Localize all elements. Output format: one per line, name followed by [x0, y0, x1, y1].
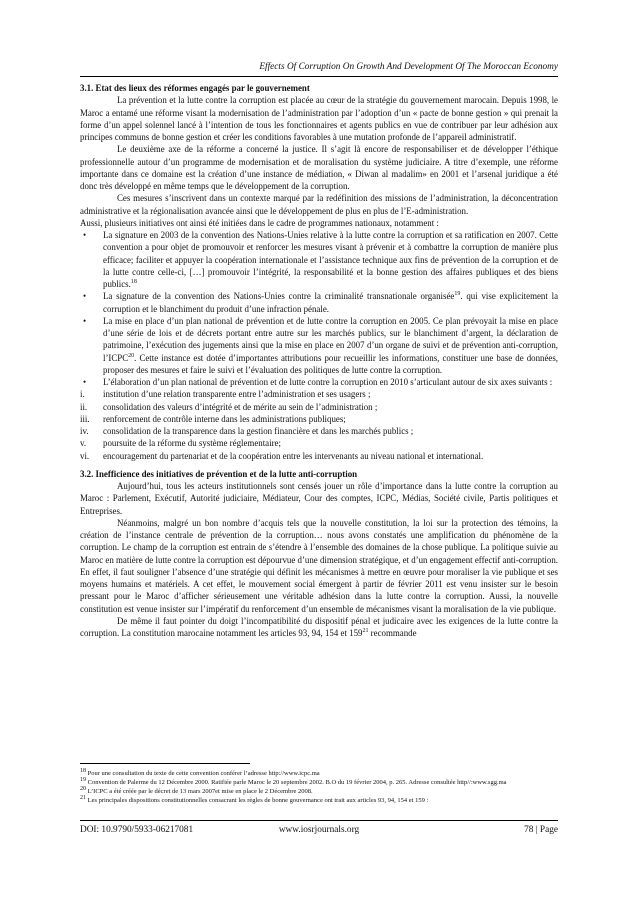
axis-number: iv. — [80, 426, 89, 436]
axis-item: i. institution d’une relation transparente entre l’administration et ses usagers ; — [80, 389, 371, 400]
axis-number: i. — [80, 389, 85, 400]
footnote: $^{20}$ L’ICPC a été créée par le décret de 13 mars 2007et mise en place le 2 Décembre 2008. — [80, 786, 313, 796]
axis-item: iv. consolidation de la transparence dans la gestion financière et dans les marchés publics ; — [80, 426, 414, 436]
list-item: • La mise en place d’un plan national de prévention et de lutte contre la corruption en 2005. Ce plan prévoyait la mise en place d’une série de lois et de décrets portant entre autre sur les marchés publics, sur le blanchiment d’argent, la déclaration de patrimoine, l’exécution des jugements ainsi que la mise en place en 2007 d’un organe de suivi et de prévention anti-corruption, l’ICPC$^{20}$. Cette instance est dotée d’importantes attributions pour recueillir les informations, constituer une base de données, proposer des mesures et faire le suivi et l’évaluation des politiques de lutte contre la corruption. — [83, 315, 558, 375]
bullet-icon: • — [83, 230, 87, 240]
axis-item: v. poursuite de la réforme du système réglementaire; — [80, 438, 281, 449]
paragraph: Le deuxième axe de la réforme a concerné la justice. Il s’agit là encore de responsabiliser et de développer l’éthique professionnelle autour d’un programme de modernisation et de moralisation du système judiciaire. A titre d’exemple, une réforme importante dans ce domaine est la création d’une instance de médiation, « Diwan al madalim» en 2001 et l’arsenal juridique a été donc très développé en même temps que le développement de la corruption. — [80, 144, 558, 191]
paragraph: De même il faut pointer du doigt l’incompatibilité du dispositif pénal et judicaire avec les exigences de la lutte contre la corruption. La constitution marocaine notamment les articles 93, 94, 154 et $159^{21}$ recommande — [80, 615, 558, 638]
bullet-icon: • — [83, 315, 87, 326]
journal-site-link[interactable]: www.iosrjournals.org — [278, 825, 360, 835]
axis-item: iii. renforcement de contrôle interne dans les administrations publiques; — [80, 413, 346, 424]
footnote: $^{18}$ Pour une consultation du texte de cette convention conférer l’adresse http://www.icpc.ma — [80, 767, 320, 777]
axis-number: vi. — [80, 450, 90, 461]
section-heading-3-2: 3.2. Inefficience des initiatives de prévention et de la lutte anti-corruption — [80, 468, 358, 479]
list-item: • L’élaboration d’un plan national de prévention et de lutte contre la corruption en 2010 s’articulant autour de six axes suivants : — [83, 377, 553, 387]
axis-item: vi. encouragement du partenariat et de la coopération entre les intervenants au niveau national et international. — [80, 450, 484, 461]
initiatives-list — [80, 229, 558, 388]
axis-item: ii. consolidation des valeurs d’intégrité et de mérite au sein de l’administration ; — [80, 401, 378, 412]
bullet-icon: • — [83, 291, 87, 302]
list-item: • La signature de la convention des Nations-Unies contre la criminalité transnationale organisée$^{19}$. qui vise explicitement la corruption et le blanchiment du produit d’une infraction pénale. — [83, 291, 559, 314]
paragraph: Ces mesures s’inscrivent dans un contexte marqué par la redéfinition des missions de l’administration, la déconcentration administrative et la régionalisation avancée ainsi que le développement de plus en plus de l’E-administration. — [80, 193, 558, 216]
axis-number: v. — [80, 438, 87, 449]
paragraph: Aussi, plusieurs initiatives ont ainsi été initiées dans le cadre de programmes nationaux, notamment : — [80, 217, 439, 228]
axis-number: ii. — [80, 401, 88, 412]
body-text — [80, 82, 558, 639]
doi-text: DOI: 10.9790/5933-06217081 — [80, 825, 194, 835]
footer-rule — [80, 820, 558, 821]
footnote-rule — [80, 763, 250, 764]
footnotes — [80, 769, 558, 805]
axis-number: iii. — [80, 413, 90, 424]
footnote: $^{21}$ Les principales dispositions constitutionnelles consacrant les règles de bonne gouvernance ont trait aux articles 93, 94, 154 et 159 : — [80, 795, 429, 805]
bullet-icon: • — [83, 377, 87, 387]
running-title: Effects Of Corruption On Growth And Development Of The Moroccan Economy — [259, 62, 558, 72]
paragraph: Néanmoins, malgré un bon nombre d’acquis tels que la nouvelle constitution, la loi sur la protection des témoins, la création de l’instance centrale de prévention de la corruption… nous avons constatés une amplification du phénomène de la corruption. Le champ de la corruption est entrain de s’étendre à l’ensemble des domaines de la chose publique. La politique suivie au Maroc en matière de lutte contre la corruption est dépourvue d’une dimension stratégique, et d’un engagement effectif anti-corruption. En effet, il faut souligner l’absence d’une stratégie qui définit les mécanismes à mettre en œuvre pour moraliser la vie publique et ses moyens humains et matériels. A cet effet, le mouvement social émergent à partir de février 2011 est venu insister sur le besoin pressant pour le Maroc d’afficher sérieusement une véritable adhésion dans la lutte contre la corruption. Aussi, la nouvelle constitution est venue insister sur l’impératif du renforcement d’un ensemble de mécanismes visant la moralisation de la vie publique. — [80, 517, 558, 614]
axes-list — [80, 388, 558, 462]
paragraph: La prévention et la lutte contre la corruption est placée au cœur de la stratégie du gouvernement marocain. Depuis 1998, le Maroc a entamé une réforme visant la modernisation de l’administration par l’adoption d’un « pacte de bonne gestion » qui prenait la forme d’un appel solennel lancé à l’intention de tous les fonctionnaires et agents publics en vue de contribuer par leur adhésion aux principes communs de bonne gestion et créer les conditions favorables à une mutation profonde de l’appareil administratif. — [80, 95, 558, 142]
header-rule — [80, 76, 558, 77]
section-heading-3-1: 3.1. Etat des lieux des réformes engagés par le gouvernement — [80, 83, 310, 93]
paragraph: Aujourd’hui, tous les acteurs institutionnels sont censés jouer un rôle d’importance dans la lutte contre la corruption au Maroc : Parlement, Exécutif, Autorité judiciaire, Médiateur, Cour des comptes, ICPC, Médias, Société civile, Partis politiques et Entreprises. — [80, 481, 558, 516]
list-item: • La signature en 2003 de la convention des Nations-Unies relative à la lutte contre la corruption et sa ratification en 2007. Cette convention a pour objet de promouvoir et renforcer les mesures visant à prévenir et à combattre la corruption de manière plus efficace; faciliter et appuyer la coopération internationale et l’assistance technique aux fins de prévention de la corruption et de la lutte contre celle-ci, […] promouvoir l’intégrité, la responsabilité et la bonne gestion des affaires publiques et des biens publics.$^{18}$ — [83, 230, 558, 289]
footnote: $^{19}$ Convention de Palerme du 12 Décembre 2000. Ratifiée parle Maroc le 20 septembre 2002. B.O du 19 février 2004, p. 265. Adresse consultée http//:www.sgg.ma — [80, 776, 507, 787]
page-number: 78 | Page — [524, 825, 558, 835]
